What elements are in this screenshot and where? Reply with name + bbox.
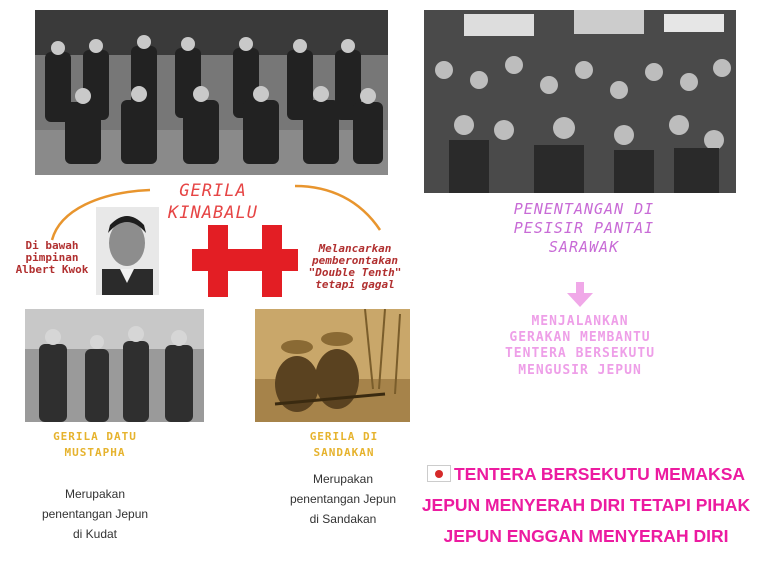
left-note: Di bawah pimpinan Albert Kwok [15,239,89,276]
guerrillas-photo [255,309,410,422]
datu-mustapha-title: GERILA DATU MUSTAPHA [53,430,137,459]
conclusion-text [408,459,764,552]
center-title: GERILA KINABALU [168,181,258,223]
japan-flag-icon [427,465,451,482]
conclusion-label: TENTERA BERSEKUTU MEMAKSA JEPUN MENYERAH DIRI TETAPI PIHAK JEPUN ENGGAN MENYERAH DIRI [421,464,751,546]
sarawak-desc: MENJALANKAN GERAKAN MEMBANTU TENTERA BERSEKUTU MENGUSIR JEPUN [504,314,656,378]
portrait-photo [96,207,159,295]
datu-mustapha-desc: Merupakan penentangan Jepun di Kudat [41,487,149,541]
sandakan-desc: Merupakan penentangan Jepun di Sandakan [289,472,397,526]
down-arrow-icon [565,282,595,308]
soldiers-photo [25,309,204,422]
sarawak-title: PENENTANGAN DI PESISIR PANTAI SARAWAK [513,200,655,256]
right-note: Melancarkan pemberontakan "Double Tenth" tetapi gagal [308,242,402,291]
red-cross-emblem [192,225,298,297]
sandakan-title: GERILA DI SANDAKAN [309,430,379,459]
